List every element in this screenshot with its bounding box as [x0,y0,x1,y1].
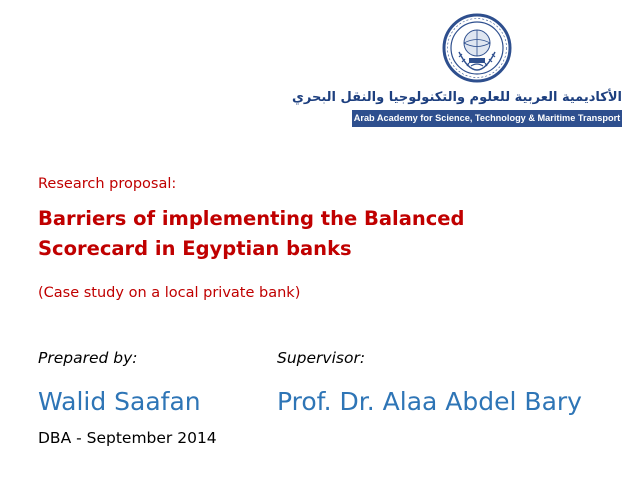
academy-seal-icon [440,12,514,84]
author-name: Walid Saafan [38,387,201,416]
prepared-by-label: Prepared by: [38,349,138,367]
academy-english-name: Arab Academy for Science, Technology & Maritime Transport [352,110,622,127]
supervisor-name: Prof. Dr. Alaa Abdel Bary [277,387,582,416]
academy-arabic-name: الأكاديمية العربية للعلوم والتكنولوجيا والنقل البحري [291,90,622,105]
degree-date: DBA - September 2014 [38,429,217,447]
proposal-subtitle: (Case study on a local private bank) [38,285,301,301]
academy-logo [291,12,622,130]
proposal-title-line-2: Scorecard in Egyptian banks [38,237,352,260]
proposal-title [38,204,558,264]
proposal-title-line-1: Barriers of implementing the Balanced [38,207,465,230]
proposal-kicker: Research proposal: [38,176,177,192]
supervisor-label: Supervisor: [277,349,366,367]
